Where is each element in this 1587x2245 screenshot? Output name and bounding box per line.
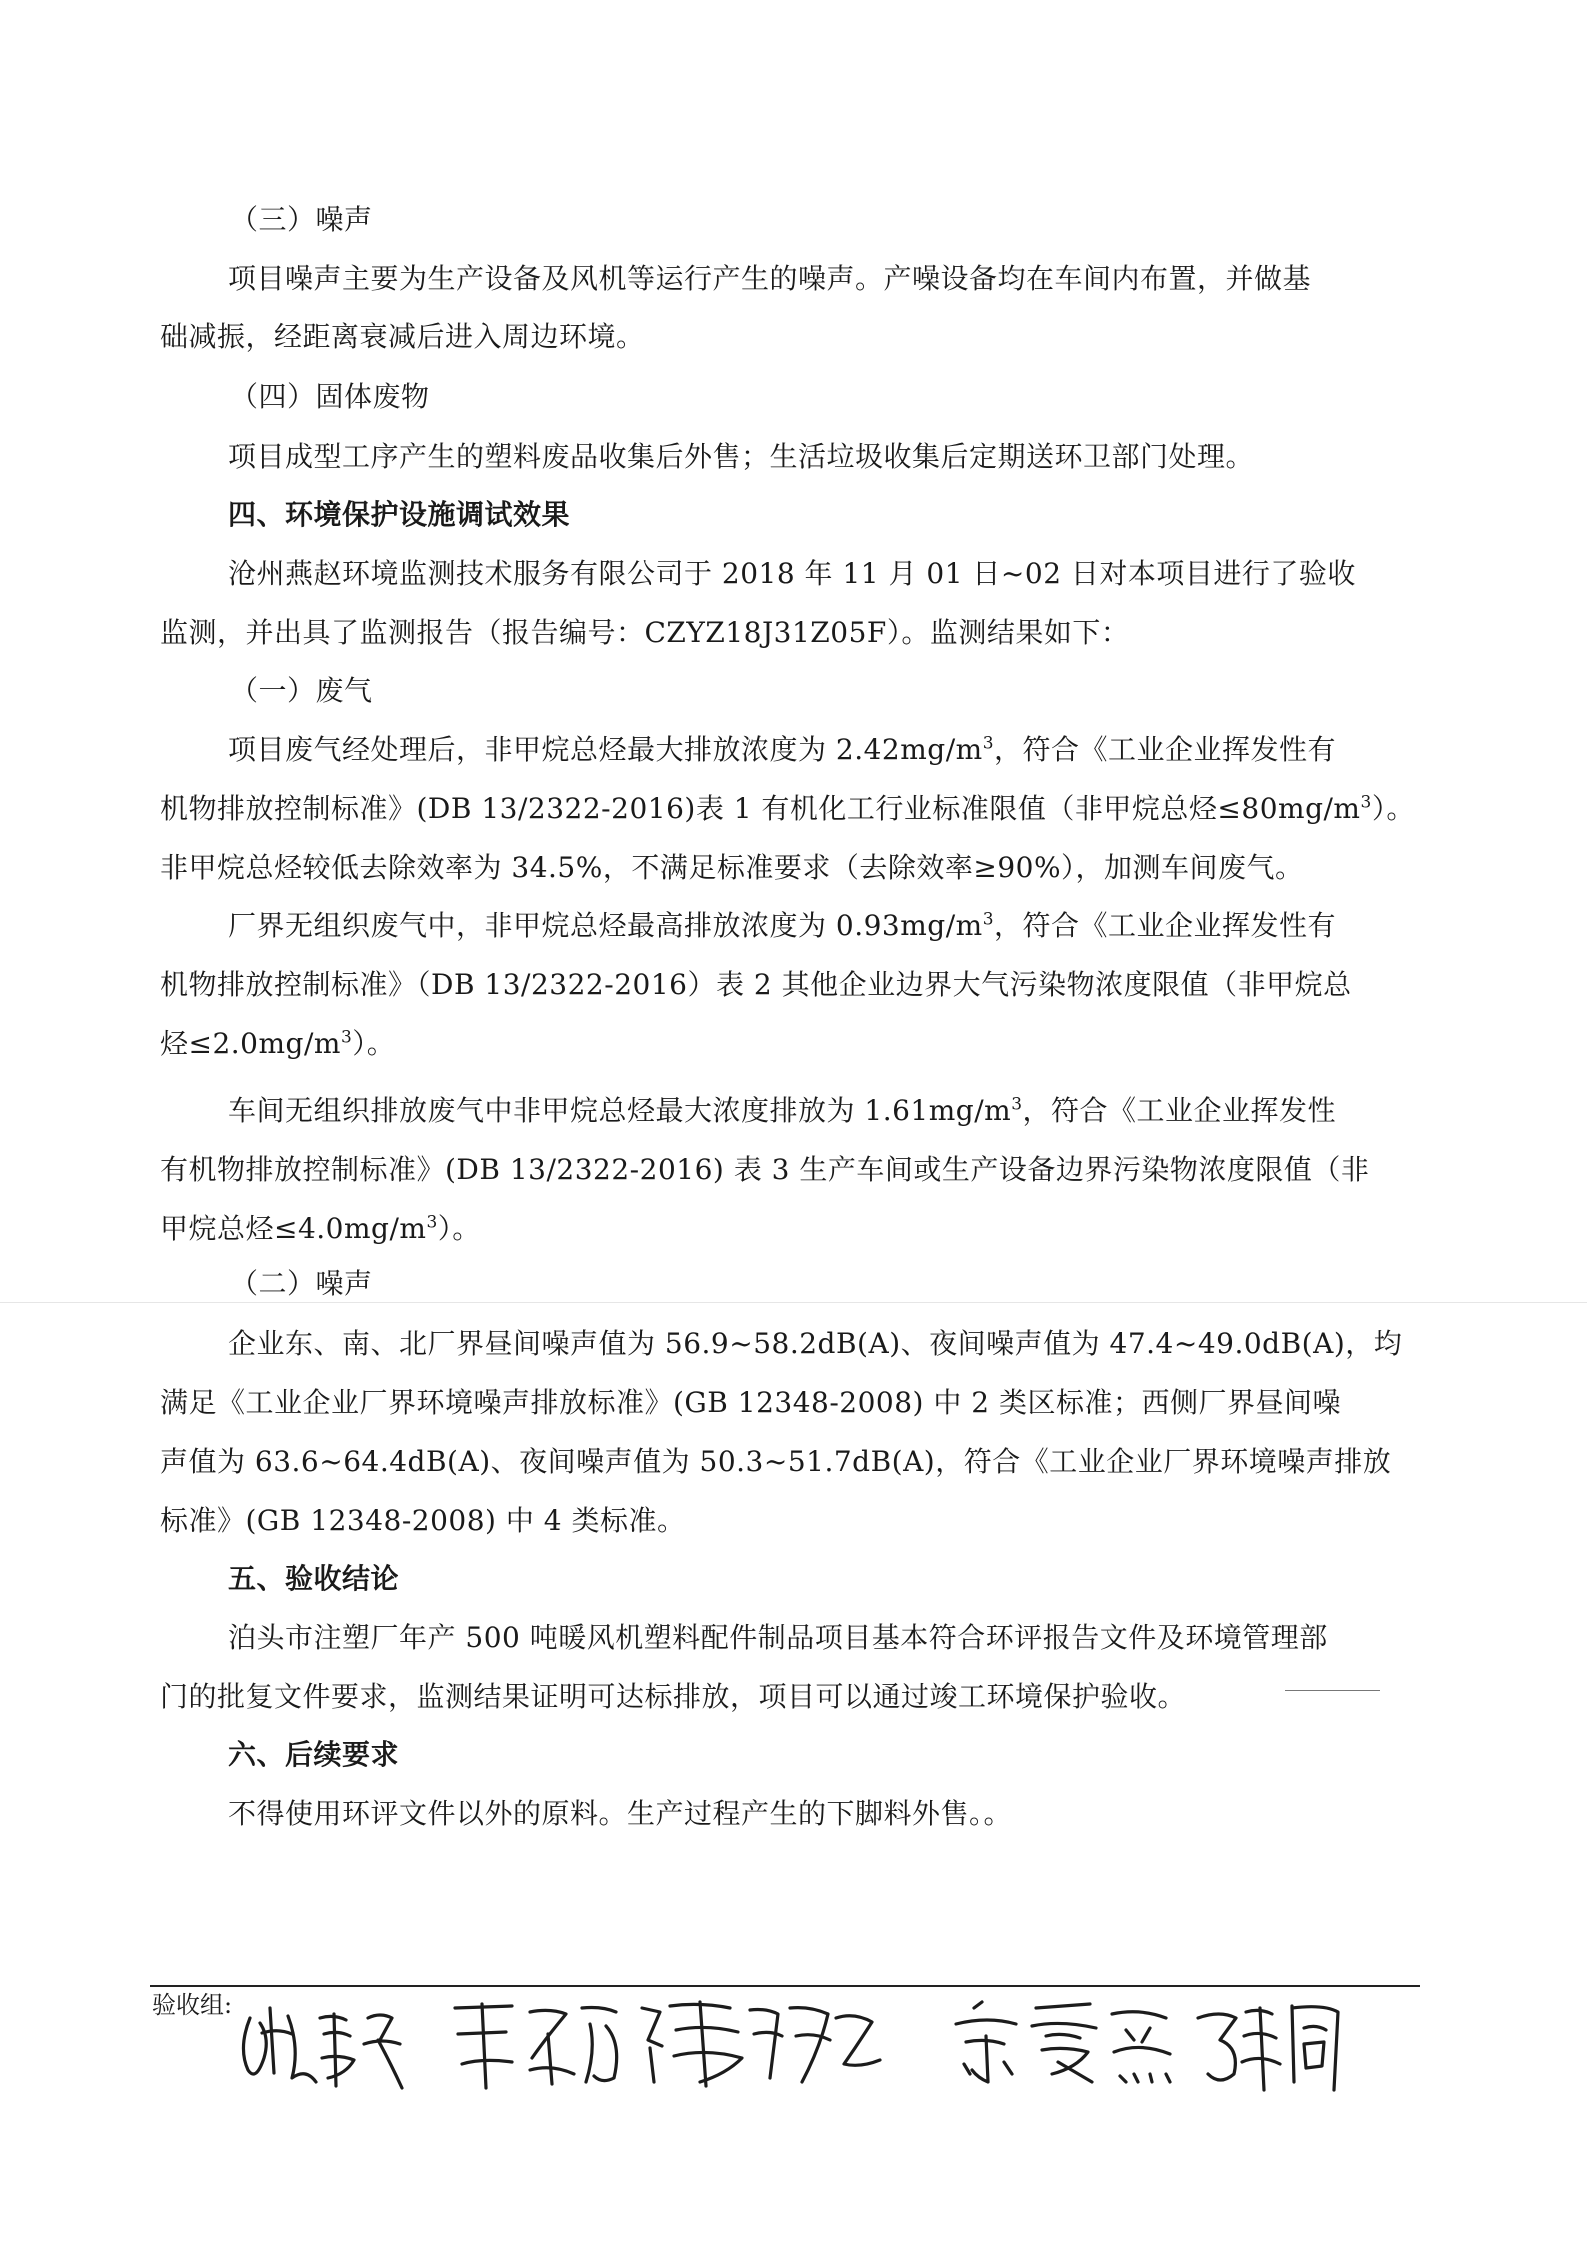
- signature-3: [642, 2002, 880, 2086]
- conclusion-line-1: 泊头市注塑厂年产 500 吨暖风机塑料配件制品项目基本符合环评报告文件及环境管理部: [228, 1621, 1328, 1654]
- solid-waste-paragraph: 项目成型工序产生的塑料废品收集后外售；生活垃圾收集后定期送环卫部门处理。: [228, 440, 1255, 473]
- handwritten-signatures: [230, 1978, 1360, 2098]
- monitoring-line-2: 监测，并出具了监测报告（报告编号：CZYZ18J31Z05F）。监测结果如下：: [160, 616, 1130, 649]
- exhaust-gas-p1-line-1: 项目废气经处理后，非甲烷总烃最大排放浓度为 $2.42mg/m^3$，符合《工业企业挥发性有: [228, 733, 1337, 766]
- exhaust-gas-p3-line-2: 有机物排放控制标准》(DB 13/2322-2016) 表 3 生产车间或生产设备边界污染物浓度限值（非: [160, 1153, 1370, 1186]
- noise-subheading: （三）噪声: [230, 203, 373, 236]
- exhaust-gas-p3-line-1: 车间无组织排放废气中非甲烷总烃最大浓度排放为 $1.61mg/m^3$，符合《工业企业挥发性: [228, 1094, 1337, 1127]
- noise-paragraph-line-2: 础减振，经距离衰减后进入周边环境。: [160, 320, 645, 353]
- noise-paragraph-line-1: 项目噪声主要为生产设备及风机等运行产生的噪声。产噪设备均在车间内布置，并做基: [228, 262, 1312, 295]
- conclusion-tail-rule: [1285, 1690, 1380, 1691]
- exhaust-gas-p2-line-2: 机物排放控制标准》（DB 13/2322-2016）表 2 其他企业边界大气污染物浓度限值（非甲烷总: [160, 968, 1352, 1001]
- followup-paragraph: 不得使用环评文件以外的原料。生产过程产生的下脚料外售。。: [228, 1797, 1013, 1830]
- section-heading-6: 六、后续要求: [228, 1738, 400, 1771]
- solid-waste-subheading: （四）固体废物: [230, 380, 430, 413]
- signature-2: [455, 2004, 617, 2088]
- noise2-line-3: 声值为 63.6~64.4dB(A)、夜间噪声值为 50.3~51.7dB(A)，符合《工业企业厂界环境噪声排放: [160, 1445, 1392, 1478]
- monitoring-line-1: 沧州燕赵环境监测技术服务有限公司于 2018 年 11 月 01 日~02 日对本项目进行了验收: [228, 557, 1356, 590]
- noise2-subheading: （二）噪声: [230, 1267, 373, 1300]
- signature-5: [1198, 2006, 1338, 2090]
- conclusion-line-2: 门的批复文件要求，监测结果证明可达标排放，项目可以通过竣工环境保护验收。: [160, 1680, 1187, 1713]
- noise2-line-4: 标准》(GB 12348-2008) 中 4 类标准。: [160, 1504, 686, 1537]
- exhaust-gas-p2-line-3: 烃$\le 2.0mg/m^3$）。: [160, 1027, 396, 1060]
- section-heading-5: 五、验收结论: [228, 1562, 400, 1595]
- exhaust-gas-p2-line-1: 厂界无组织废气中，非甲烷总烃最高排放浓度为 $0.93mg/m^3$，符合《工业企业挥发性有: [228, 909, 1337, 942]
- signature-1: [243, 2008, 402, 2088]
- noise2-line-1: 企业东、南、北厂界昼间噪声值为 56.9~58.2dB(A)、夜间噪声值为 47.4~49.0dB(A)，均: [228, 1327, 1403, 1360]
- exhaust-gas-p1-line-3: 非甲烷总烃较低去除效率为 34.5%，不满足标准要求（去除效率≥90%），加测车间废气。: [160, 851, 1304, 884]
- signature-4: [956, 2002, 1170, 2082]
- exhaust-gas-p3-line-3: 甲烷总烃$\le 4.0mg/m^3$）。: [160, 1212, 481, 1245]
- scan-artifact-line: [0, 1302, 1587, 1303]
- exhaust-gas-subheading: （一）废气: [230, 674, 373, 707]
- section-heading-4: 四、环境保护设施调试效果: [228, 498, 571, 531]
- noise2-line-2: 满足《工业企业厂界环境噪声排放标准》(GB 12348-2008) 中 2 类区标准；西侧厂界昼间噪: [160, 1386, 1342, 1419]
- signature-label: 验收组:: [152, 1991, 233, 2019]
- exhaust-gas-p1-line-2: 机物排放控制标准》(DB 13/2322-2016)表 1 有机化工行业标准限值（非甲烷总烃$\le 80mg/m^3$）。: [160, 792, 1415, 825]
